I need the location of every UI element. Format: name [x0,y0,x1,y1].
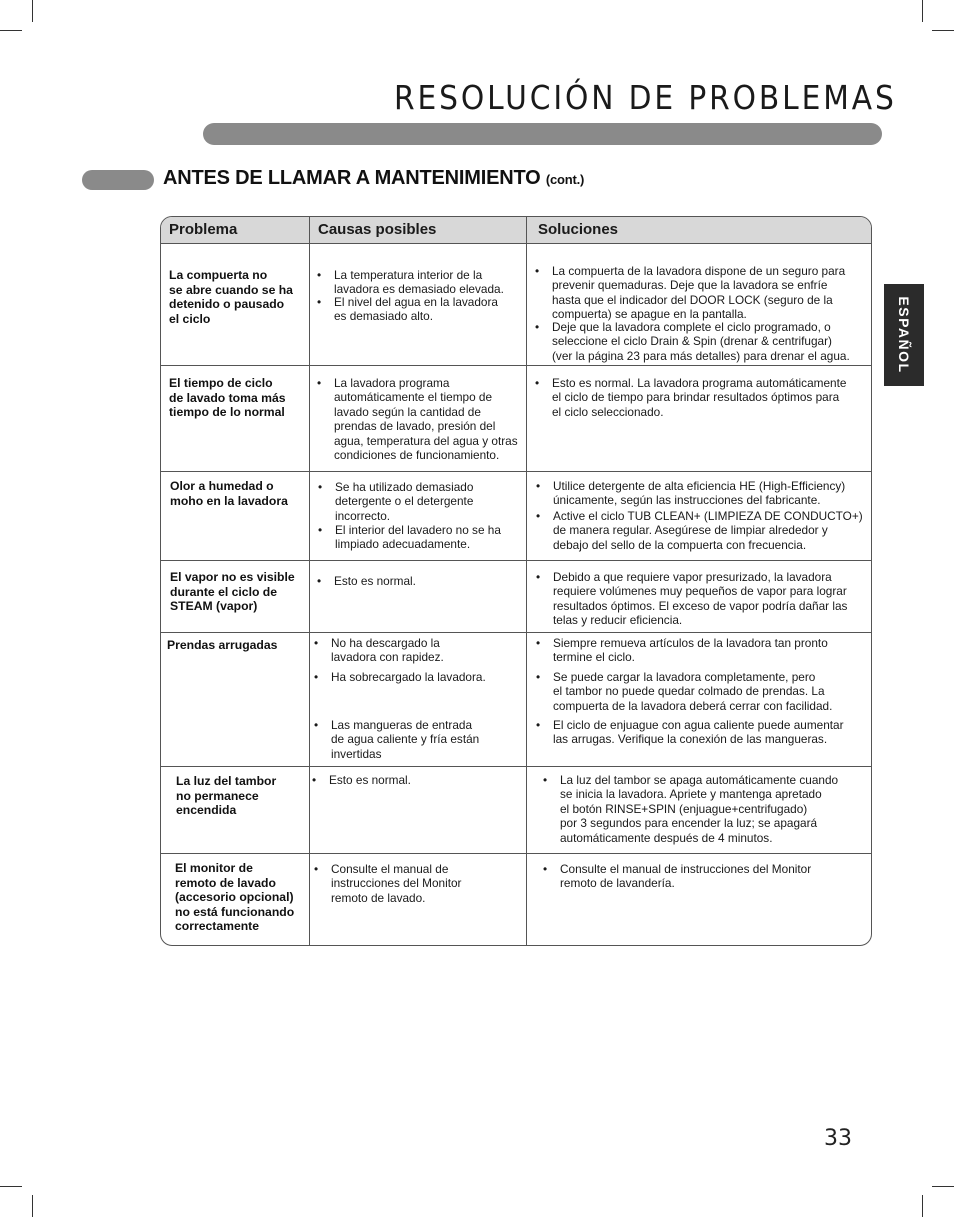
crop-mark [32,1195,33,1217]
row-divider [161,853,871,854]
solution-item: • La compuerta de la lavadora dispone de un seguro para prevenir quemaduras. Deje que la lavadora se enfríe hasta que el indicador del DOOR LOCK (seguro de la compuerta) se apague en la pantalla. [552,264,845,322]
problem-cell: Olor a humedad o moho en la lavadora [170,479,288,508]
section-title [163,167,584,190]
solution-item: • Utilice detergente de alta eficiencia HE (High-Efficiency) únicamente, según las instrucciones del fabricante. [553,479,845,508]
crop-mark [0,30,22,31]
language-tab [884,284,924,386]
solution-item: • El ciclo de enjuague con agua caliente puede aumentar las arrugas. Verifique la conexión de las mangueras. [553,718,844,747]
solution-item: • Debido a que requiere vapor presurizado, la lavadora requiere volúmenes muy pequeños de vapor para lograr resultados óptimos. El exceso de vapor podría dañar las telas y reducir eficiencia. [553,570,847,628]
section-title-suffix: (cont.) [545,172,585,187]
crop-mark [0,1186,22,1187]
crop-mark [922,1195,923,1217]
title-underline-bar [203,123,882,145]
page-number: 33 [824,1126,852,1151]
crop-mark [932,30,954,31]
solution-item: • Se puede cargar la lavadora completamente, pero el tambor no puede quedar colmado de prendas. La compuerta de la lavadora deberá cerrar con facilidad. [553,670,832,713]
cause-item: • Esto es normal. [329,773,411,787]
cause-item: • La temperatura interior de la lavadora es demasiado elevada. [334,268,504,297]
row-divider [161,471,871,472]
language-tab-label: ESPAÑOL [896,296,912,374]
solution-item: • Consulte el manual de instrucciones del Monitor remoto de lavandería. [560,862,811,891]
solution-item: • Active el ciclo TUB CLEAN+ (LIMPIEZA DE CONDUCTO+) de manera regular. Asegúrese de limpiar alrededor y debajo del sello de la compuerta con frecuencia. [553,509,863,552]
section-marker [82,170,154,190]
cause-item: • No ha descargado la lavadora con rapidez. [331,636,444,665]
cause-item: • Esto es normal. [334,574,416,588]
row-divider [161,560,871,561]
problem-cell: La compuerta no se abre cuando se ha detenido o pausado el ciclo [169,268,293,326]
problem-cell: Prendas arrugadas [167,638,278,652]
table-header [161,217,871,244]
problem-cell: La luz del tambor no permanece encendida [176,774,277,818]
column-divider [526,217,527,945]
solution-item: • La luz del tambor se apaga automáticamente cuando se inicia la lavadora. Apriete y mantenga apretado el botón RINSE+SPIN (enjuague+centrifugado) por 3 segundos para encender la luz; se apagará automáticamente después de 4 minutos. [560,773,838,845]
row-divider [161,365,871,366]
section-title-text: ANTES DE LLAMAR A MANTENIMIENTO [163,167,541,189]
cause-item: • Consulte el manual de instrucciones del Monitor remoto de lavado. [331,862,461,905]
crop-mark [922,0,923,22]
problem-cell: El monitor de remoto de lavado (accesorio opcional) no está funcionando correctamente [175,861,295,934]
cause-item: • Ha sobrecargado la lavadora. [331,670,486,684]
crop-mark [932,1186,954,1187]
cause-item: • Se ha utilizado demasiado detergente o el detergente incorrecto. [335,480,473,523]
crop-mark [32,0,33,22]
problem-cell: El tiempo de ciclo de lavado toma más tiempo de lo normal [169,376,286,420]
troubleshooting-table [160,216,872,946]
cause-item: • La lavadora programa automáticamente el tiempo de lavado según la cantidad de prendas de lavado, presión del agua, temperatura del agua y otras condiciones de funcionamiento. [334,376,518,462]
cause-item: • Las mangueras de entrada de agua caliente y fría están invertidas [331,718,479,761]
page-title: RESOLUCIÓN DE PROBLEMAS [394,78,897,117]
header-problema: Problema [169,221,238,238]
cause-item: • El nivel del agua en la lavadora es demasiado alto. [334,295,498,324]
header-soluciones: Soluciones [538,221,619,238]
problem-cell: El vapor no es visible durante el ciclo de STEAM (vapor) [170,570,295,614]
header-causas: Causas posibles [318,221,437,238]
solution-item: • Siempre remueva artículos de la lavadora tan pronto termine el ciclo. [553,636,828,665]
solution-item: • Esto es normal. La lavadora programa automáticamente el ciclo de tiempo para brindar resultados óptimos para el ciclo seleccionado. [552,376,846,419]
cause-item: • El interior del lavadero no se ha limpiado adecuadamente. [335,523,501,552]
solution-item: • Deje que la lavadora complete el ciclo programado, o seleccione el ciclo Drain & Spin (drenar & centrifugar) (ver la página 23 para más detalles) para drenar el agua. [552,320,850,363]
row-divider [161,632,871,633]
column-divider [309,217,310,945]
row-divider [161,766,871,767]
